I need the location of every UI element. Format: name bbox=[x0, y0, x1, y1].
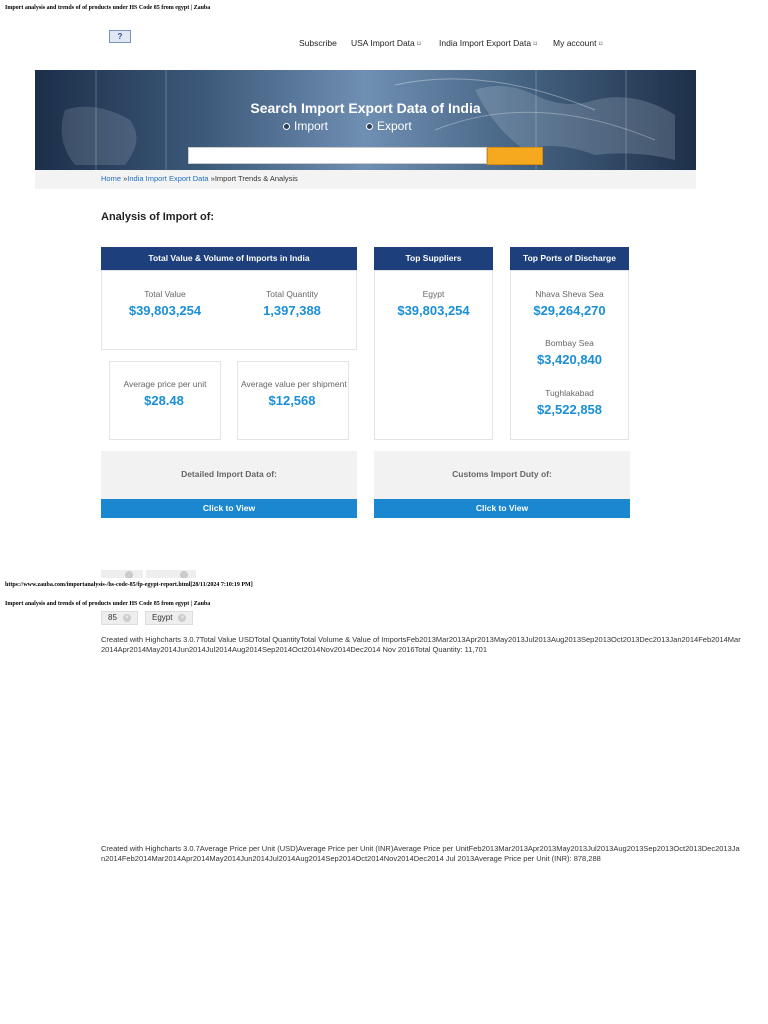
port-name: Bombay Sea bbox=[545, 338, 594, 348]
nav-india-data[interactable] bbox=[439, 38, 537, 48]
filter-tag-label: 85 bbox=[108, 613, 117, 622]
chevron-down-icon: ⌑ bbox=[533, 41, 538, 48]
hero-title: Search Import Export Data of India bbox=[250, 100, 481, 116]
nav-india-label: India Import Export Data bbox=[439, 38, 532, 48]
total-quantity-label: Total Quantity bbox=[266, 289, 318, 299]
chevron-down-icon: ⌑ bbox=[417, 41, 421, 48]
port-value: $29,264,270 bbox=[533, 303, 606, 318]
duty-click-button[interactable]: Click to View bbox=[374, 499, 630, 518]
supplier-value: $39,803,254 bbox=[397, 303, 470, 318]
breadcrumb-sep: » bbox=[121, 174, 128, 183]
nav-account-label: My account bbox=[553, 38, 597, 48]
chart-average-price-text: Created with Highcharts 3.0.7Average Price per Unit (USD)Average Price per Unit (INR)Average Price per UnitFeb2013Mar2013Apr2013May2013Jul2013Aug2013Sep2013Oct2013Dec2013Jan2014Feb2014Mar2014Apr2014May2014Jun2014Jul2014Aug2014Sep2014Oct2014Nov2014Dec2014 Jul 2013Average Price per Unit (INR): 878,288 bbox=[101, 844, 740, 863]
radio-export-label: Export bbox=[377, 119, 412, 133]
hero-banner bbox=[35, 70, 696, 170]
avg-price-label: Average price per unit bbox=[123, 379, 207, 389]
duty-label: Customs Import Duty of: bbox=[452, 469, 552, 479]
detail-label: Detailed Import Data of: bbox=[181, 469, 277, 479]
detail-click-button[interactable]: Click to View bbox=[101, 499, 357, 518]
page-footer-url: https://www.zauba.com/importanalysis-/hs-code-85/fp-egypt-report.html[28/11/2024 7:10:19 PM] bbox=[5, 582, 253, 588]
port-name: Tughlakabad bbox=[545, 388, 594, 398]
breadcrumb-sep: » bbox=[208, 174, 215, 183]
breadcrumb-current: Import Trends & Analysis bbox=[214, 174, 298, 183]
tag-cut bbox=[101, 570, 143, 578]
avg-shipment-value: $12,568 bbox=[268, 393, 316, 408]
total-value: $39,803,254 bbox=[128, 303, 202, 318]
total-value-label: Total Value bbox=[144, 289, 186, 299]
breadcrumb-india-data[interactable]: India Import Export Data bbox=[127, 174, 209, 183]
avg-price-value: $28.48 bbox=[144, 393, 184, 408]
radio-import-label: Import bbox=[294, 119, 329, 133]
supplier-name: Egypt bbox=[422, 289, 445, 299]
filter-tag-label: Egypt bbox=[152, 613, 173, 622]
port-name: Nhava Sheva Sea bbox=[535, 289, 604, 299]
close-icon[interactable]: × bbox=[123, 614, 131, 622]
radio-circle-icon bbox=[366, 123, 373, 130]
search-input[interactable] bbox=[188, 147, 487, 164]
nav-usa-label: USA Import Data bbox=[351, 38, 415, 48]
nav-my-account[interactable] bbox=[553, 38, 602, 48]
close-icon[interactable]: × bbox=[178, 614, 186, 622]
radio-import[interactable] bbox=[283, 119, 328, 133]
port-value: $3,420,840 bbox=[536, 352, 603, 367]
breadcrumb-home[interactable]: Home bbox=[101, 174, 122, 183]
search-button[interactable] bbox=[487, 147, 543, 165]
nav-usa-import-data[interactable] bbox=[351, 38, 421, 48]
total-quantity: 1,397,388 bbox=[263, 303, 321, 318]
analysis-heading: Analysis of Import of: bbox=[101, 211, 215, 223]
filter-tag[interactable] bbox=[101, 611, 138, 625]
chart-volume-value-text: Created with Highcharts 3.0.7Total Value USDTotal QuantityTotal Volume & Value of ImportsFeb2013Mar2013Apr2013May2013Jul2013Aug2013Sep2013Oct2013Dec2013Jan2014Feb2014Mar2014Apr2014May2014Jun2014Jul2014Aug2014Sep2014Oct2014Nov2014Dec2014 Nov 2016Total Quantity: 11,701 bbox=[101, 635, 741, 654]
page-title-repeat: Import analysis and trends of of products under HS Code 85 from egypt | Zauba bbox=[5, 601, 211, 607]
zauba-logo[interactable]: ? bbox=[109, 30, 131, 43]
avg-shipment-label: Average value per shipment bbox=[241, 379, 347, 389]
ports-header: Top Ports of Discharge bbox=[510, 247, 629, 270]
breadcrumb bbox=[101, 174, 298, 183]
tag-cut bbox=[146, 570, 196, 578]
radio-circle-icon bbox=[283, 123, 290, 130]
page-title: Import analysis and trends of of products under HS Code 85 from egypt | Zauba bbox=[5, 5, 211, 11]
nav-subscribe[interactable]: Subscribe bbox=[299, 38, 337, 48]
suppliers-header: Top Suppliers bbox=[374, 247, 493, 270]
totals-header: Total Value & Volume of Imports in India bbox=[101, 247, 357, 270]
chevron-down-icon: ⌑ bbox=[598, 41, 603, 48]
port-value: $2,522,858 bbox=[536, 402, 603, 417]
filter-tag[interactable] bbox=[145, 611, 193, 625]
close-icon bbox=[125, 571, 133, 578]
radio-export[interactable] bbox=[366, 119, 412, 133]
close-icon bbox=[180, 571, 188, 578]
